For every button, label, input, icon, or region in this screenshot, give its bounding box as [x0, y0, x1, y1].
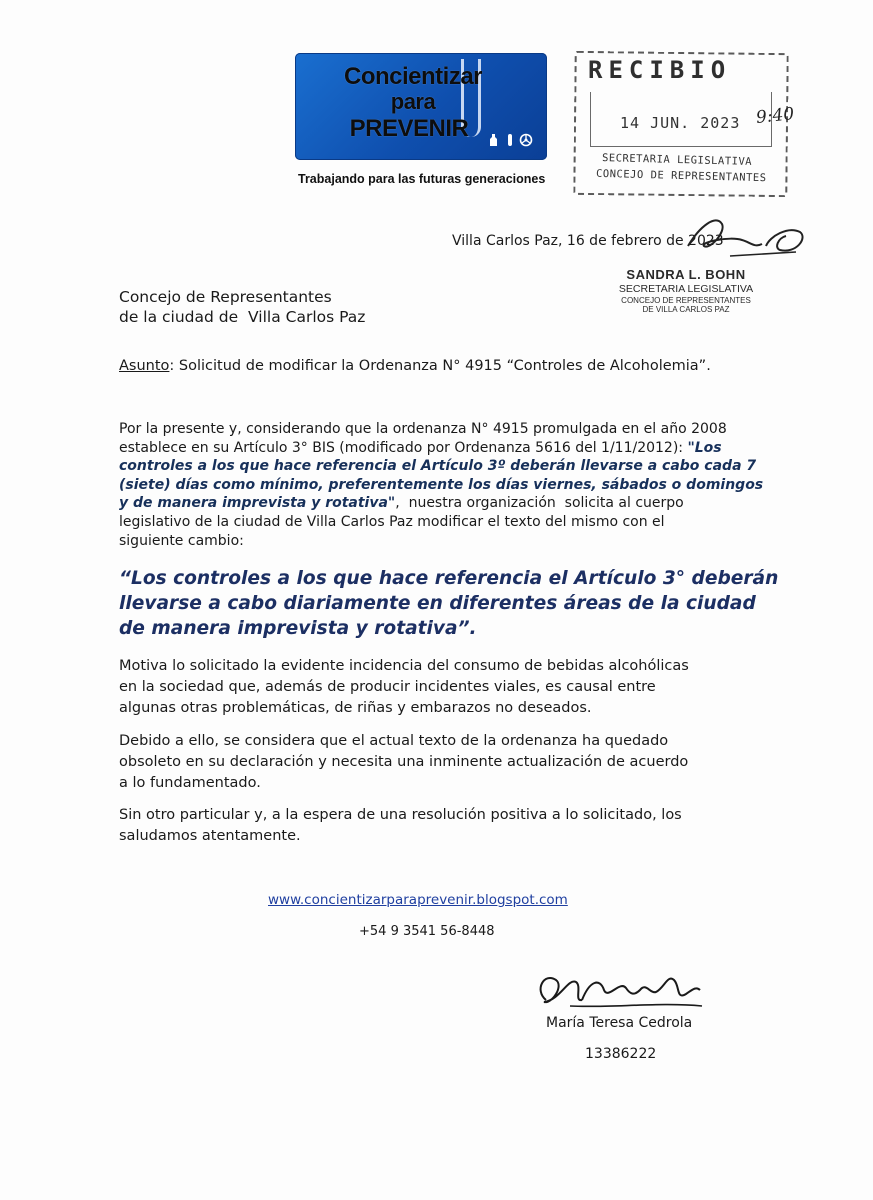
place-and-date: Villa Carlos Paz, 16 de febrero de 2023 [452, 233, 724, 249]
paragraph-line: obsoleto en su declaración y necesita una inminente actualización de acuerdo [119, 754, 689, 770]
paragraph-line [119, 494, 729, 513]
paragraph-line: legislativo de la ciudad de Villa Carlos Paz modificar el texto del mismo con el [119, 513, 665, 530]
citation-text: y de manera imprevista y rotativa" [119, 495, 396, 512]
paragraph-line: saludamos atentamente. [119, 828, 301, 844]
subject-text: : Solicitud de modificar la Ordenanza N° 4915 “Controles de Alcoholemia”. [169, 358, 711, 374]
stamp-line-2: CONCEJO DE REPRESENTANTES [595, 167, 767, 185]
logo-icons [487, 133, 533, 147]
stamp-date: 14 JUN. 2023 [620, 114, 741, 132]
bottle-icon [487, 133, 501, 147]
citation-line: (siete) días como mínimo, preferentemente los días viernes, sábados o domingos [119, 476, 764, 493]
recipient-block [119, 287, 365, 327]
paragraph-4 [119, 805, 729, 847]
logo-text-line3: PREVENIR [349, 115, 469, 142]
fist-icon [505, 133, 515, 147]
paragraph-line: Debido a ello, se considera que el actual texto de la ordenanza ha quedado [119, 733, 669, 749]
proposed-line: “Los controles a los que hace referencia el Artículo 3° deberán [119, 568, 779, 589]
logo-text-line2: para [390, 89, 436, 114]
secretary-seal [606, 267, 766, 314]
paragraph-2 [119, 656, 729, 719]
citation-text: "Los [687, 439, 722, 456]
subject-label: Asunto [119, 358, 170, 374]
paragraph-line: a lo fundamentado. [119, 775, 261, 791]
signer-id-number: 13386222 [585, 1046, 657, 1062]
logo-text-line1: Concientizar [343, 63, 483, 90]
paragraph-line: Por la presente y, considerando que la ordenanza N° 4915 promulgada en el año 2008 [119, 421, 727, 437]
recipient-line-2: de la ciudad de Villa Carlos Paz [119, 308, 366, 326]
stamp-title: RECIBIO [588, 56, 732, 84]
paragraph-line: en la sociedad que, además de producir incidentes viales, es causal entre [119, 679, 656, 695]
seal-name: SANDRA L. BOHN [626, 267, 746, 282]
stamp-line-1: SECRETARIA LEGISLATIVA [601, 152, 753, 168]
paragraph-line [119, 439, 729, 458]
paragraph-line: algunas otras problemáticas, de riñas y embarazos no deseados. [119, 700, 592, 716]
recipient-line-1: Concejo de Representantes [119, 288, 332, 306]
paragraph-line: siguiente cambio: [119, 532, 244, 549]
stamp-handwritten-hour: 9:40 [755, 104, 796, 128]
logo-tagline: Trabajando para las futuras generaciones [298, 172, 546, 186]
paragraph-3 [119, 731, 729, 794]
secretary-signature [670, 206, 810, 270]
steering-wheel-icon [519, 133, 533, 147]
phone-number: +54 9 3541 56-8448 [359, 924, 495, 939]
paragraph-line: Motiva lo solicitado la evidente incidencia del consumo de bebidas alcohólicas [119, 658, 689, 674]
proposed-line: llevarse a cabo diariamente en diferentes áreas de la ciudad [119, 593, 756, 614]
proposed-line: de manera imprevista y rotativa”. [119, 618, 477, 639]
paragraph-1 [119, 420, 764, 550]
seal-title: SECRETARIA LEGISLATIVA [618, 283, 754, 295]
citation-line: controles a los que hace referencia el Artículo 3º deberán llevarse a cabo cada 7 [119, 458, 757, 475]
seal-city: DE VILLA CARLOS PAZ [642, 305, 730, 314]
paragraph-line: Sin otro particular y, a la espera de una resolución positiva a lo solicitado, los [119, 807, 682, 823]
proposed-text [119, 566, 779, 641]
paragraph-text: , nuestra organización solicita al cuerpo [395, 495, 684, 512]
organization-logo [295, 53, 547, 160]
signer-name: María Teresa Cedrola [546, 1015, 693, 1031]
subject-line [119, 358, 711, 374]
received-stamp [566, 48, 796, 198]
website-link[interactable]: www.concientizarparaprevenir.blogspot.com [268, 892, 568, 908]
seal-body: CONCEJO DE REPRESENTANTES [621, 296, 751, 305]
paragraph-text: establece en su Artículo 3° BIS (modificado por Ordenanza 5616 del 1/11/2012): [119, 439, 688, 456]
